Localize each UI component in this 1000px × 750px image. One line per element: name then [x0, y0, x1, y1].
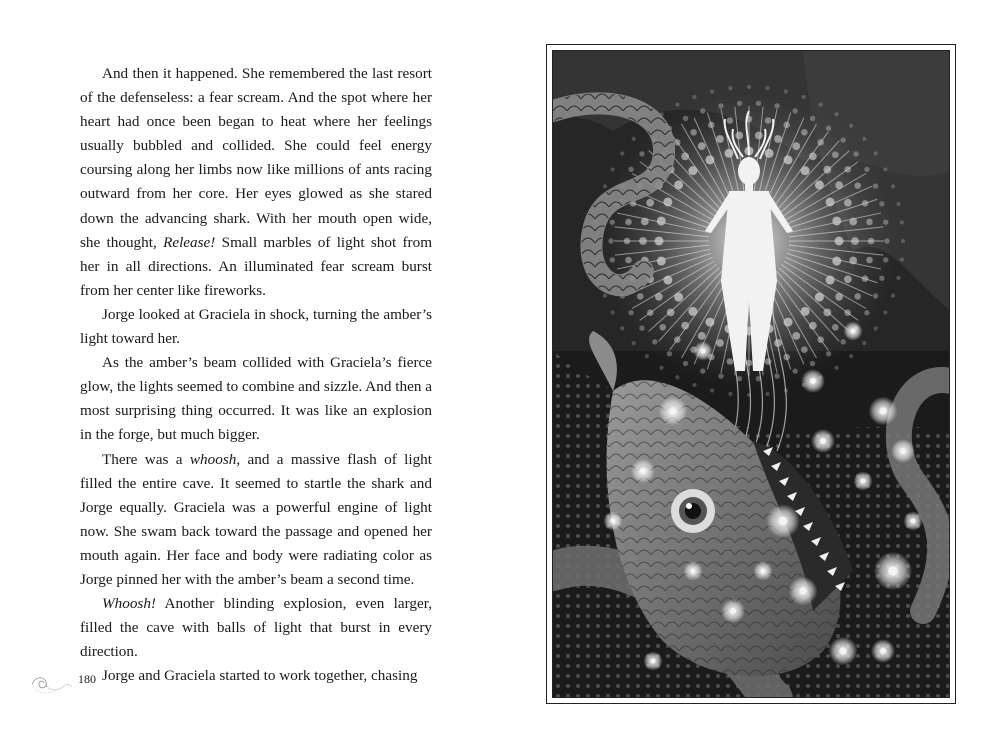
text-run: Jorge looked at Graciela in shock, turning the amber’s light toward her. [80, 305, 432, 348]
body-text [80, 62, 432, 688]
paragraph [80, 664, 432, 688]
text-run: And then it happened. She remembered the last resort of the defenseless: a fear scream. And the spot where her heart had once been began to heat where her feelings usually bubbled and collided. She could feel energy coursing along her limbs now like millions of ants racing outward from her core. Her eyes glowed as she stared down the advancing shark. With her mouth open wide, she thought, [80, 65, 432, 251]
swirl-ornament-icon [28, 670, 78, 700]
shark-and-glowing-girl-illustration [553, 51, 950, 698]
italic-text: Release! [163, 233, 216, 251]
italic-text: Whoosh! [102, 595, 156, 613]
italic-text: whoosh [189, 450, 237, 468]
paragraph [80, 592, 432, 664]
text-run: Jorge and Graciela started to work together, chasing [102, 667, 418, 685]
paragraph [80, 303, 432, 351]
page-footer [28, 670, 108, 700]
paragraph [80, 448, 432, 593]
illustration [552, 50, 950, 698]
text-run: As the amber’s beam collided with Graciela’s fierce glow, the lights seemed to combine and sizzle. And then a most surprising thing occurred. It was like an explosion in the forge, but much bigger. [80, 354, 432, 444]
text-run: , and a massive flash of light filled the entire cave. It seemed to startle the shark and Jorge equally. Graciela was a powerful engine of light now. She swam back toward the passage and opened her mouth again. Her face and body were radiating color as Jorge pinned her with the amber’s beam a second time. [80, 450, 432, 588]
paragraph [80, 62, 432, 303]
page-number: 180 [78, 672, 96, 686]
text-run: Another blinding explosion, even larger, filled the cave with balls of light that burst in every direction. [80, 595, 432, 661]
text-run: There was a [102, 450, 190, 468]
illustration-frame [546, 44, 956, 704]
paragraph [80, 351, 432, 447]
text-run: Small marbles of light shot from her in all directions. An illuminated fear scream burst from her center like fireworks. [80, 233, 433, 299]
